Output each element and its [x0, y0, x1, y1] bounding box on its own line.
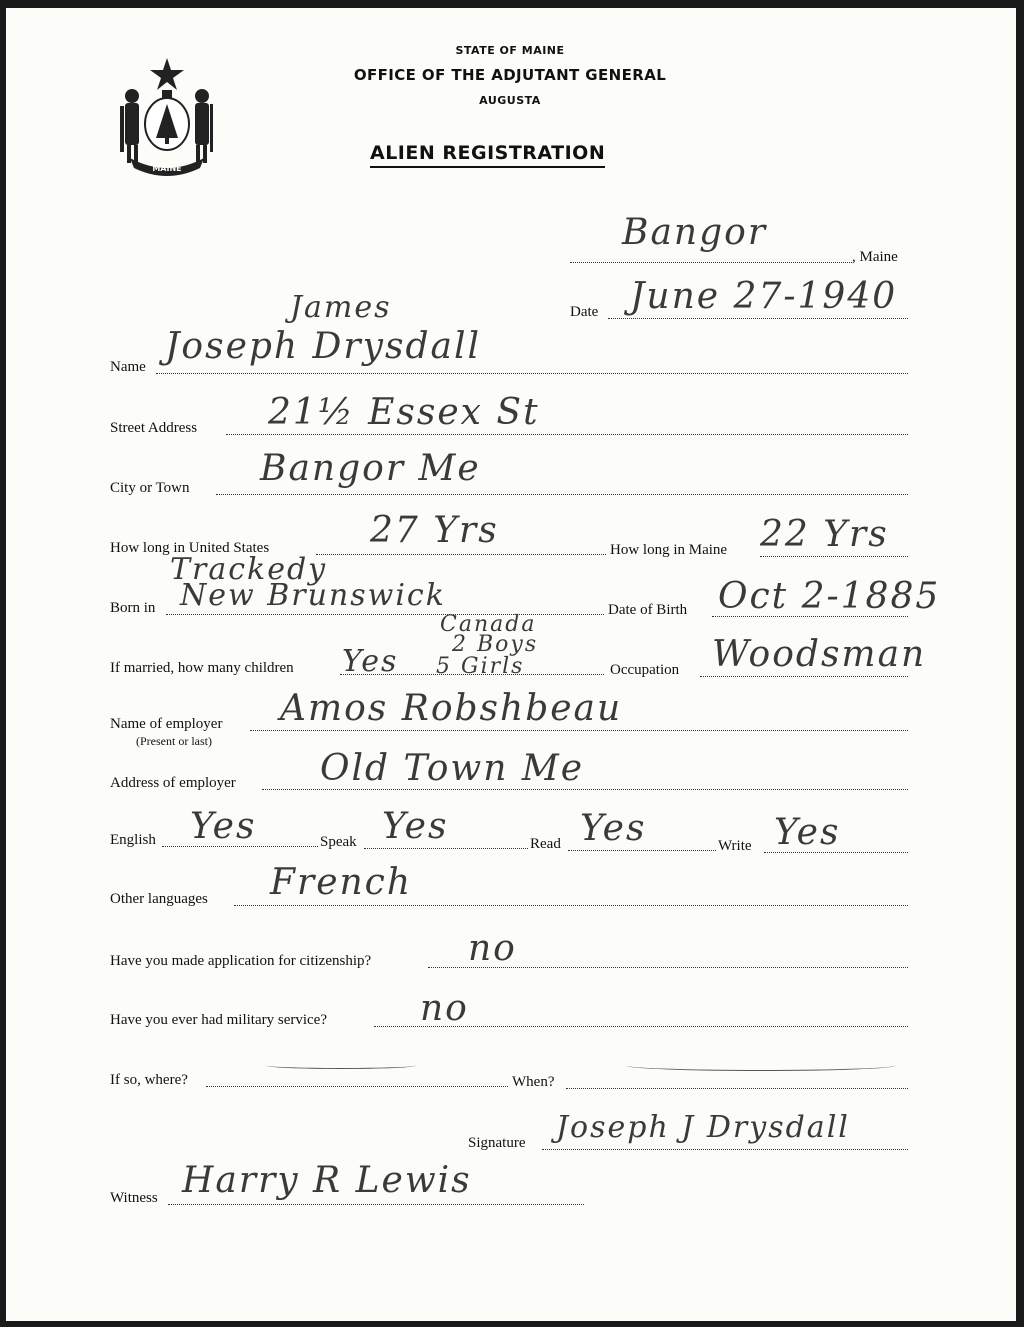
employer-entry: Amos Robshbeau [280, 688, 623, 729]
street-line [226, 434, 908, 435]
state-seal-icon [112, 54, 222, 180]
date-entry: June 27-1940 [630, 276, 898, 317]
scan-border-top [0, 0, 1024, 8]
city-entry: Bangor Me [260, 448, 481, 489]
how-long-us-entry: 27 Yrs [370, 510, 499, 551]
witness-label: Witness [110, 1190, 158, 1206]
name-line [156, 373, 908, 374]
employer-label: Name of employer [110, 716, 223, 732]
where-line [206, 1086, 508, 1087]
citizenship-label: Have you made application for citizenship? [110, 953, 372, 969]
occupation-entry: Woodsman [712, 634, 927, 675]
dob-label: Date of Birth [608, 602, 688, 618]
speak-label: Speak [320, 834, 357, 850]
write-entry: Yes [774, 812, 841, 853]
other-languages-label: Other languages [110, 891, 208, 907]
how-long-maine-label: How long in Maine [610, 542, 728, 558]
born-in-entry: New Brunswick [180, 578, 446, 613]
place-line [570, 262, 852, 263]
english-label: English [110, 832, 156, 848]
married-label: If married, how many children [110, 660, 294, 676]
other-languages-line [234, 905, 908, 906]
citizenship-entry: no [468, 928, 517, 969]
name-label: Name [110, 359, 146, 375]
office-heading: OFFICE OF THE ADJUTANT GENERAL [353, 66, 667, 84]
place-suffix-label: , Maine [852, 249, 898, 265]
born-in-line [166, 614, 604, 615]
witness-line [168, 1204, 584, 1205]
how-long-maine-entry: 22 Yrs [760, 514, 889, 555]
scan-border-left [0, 0, 6, 1327]
how-long-us-label: How long in United States [110, 540, 270, 556]
scan-border-right [1016, 0, 1024, 1327]
name-above-entry: James [290, 290, 392, 325]
place-entry: Bangor [622, 212, 768, 253]
occupation-label: Occupation [610, 662, 680, 678]
read-entry: Yes [580, 808, 647, 849]
street-label: Street Address [110, 420, 198, 436]
married-entry: Yes [342, 644, 399, 679]
occupation-line [700, 676, 908, 677]
svg-text:MAINE: MAINE [152, 164, 182, 173]
speak-line [364, 848, 528, 849]
name-entry: Joseph Drysdall [165, 326, 481, 367]
scan-border-bottom [0, 1321, 1024, 1327]
children-girls-entry: 5 Girls [436, 654, 525, 679]
when-label: When? [512, 1074, 555, 1090]
street-entry: 21½ Essex St [268, 392, 540, 433]
military-entry: no [420, 988, 469, 1029]
when-line [566, 1088, 908, 1089]
how-long-us-line [316, 554, 606, 555]
date-label: Date [570, 304, 599, 320]
signature-label: Signature [468, 1135, 526, 1151]
state-heading: STATE OF MAINE [455, 44, 565, 57]
when-dash-mark [626, 1060, 896, 1071]
born-in-above-entry: Trackedy [170, 552, 328, 587]
city-label: City or Town [110, 480, 190, 496]
read-label: Read [530, 836, 561, 852]
where-dash-mark [266, 1062, 416, 1069]
read-line [568, 850, 716, 851]
other-languages-entry: French [270, 862, 413, 903]
born-in-below-entry: Canada [440, 612, 537, 637]
employer-address-entry: Old Town Me [320, 748, 585, 789]
employer-address-label: Address of employer [110, 775, 236, 791]
dob-entry: Oct 2-1885 [718, 576, 941, 617]
date-line [608, 318, 908, 319]
employer-address-line [262, 789, 908, 790]
witness-entry: Harry R Lewis [182, 1160, 472, 1201]
city-line [216, 494, 908, 495]
children-boys-entry: 2 Boys [452, 632, 539, 657]
employer-line [250, 730, 908, 731]
city-heading: AUGUSTA [479, 94, 541, 107]
signature-entry: Joseph J Drysdall [556, 1110, 850, 1145]
english-entry: Yes [190, 806, 257, 847]
employer-sublabel: (Present or last) [136, 734, 212, 748]
write-label: Write [718, 838, 752, 854]
signature-line [542, 1149, 908, 1150]
form-title: ALIEN REGISTRATION [370, 142, 605, 168]
military-label: Have you ever had military service? [110, 1012, 327, 1028]
born-in-label: Born in [110, 600, 156, 616]
speak-entry: Yes [382, 806, 449, 847]
where-label: If so, where? [110, 1072, 188, 1088]
how-long-maine-line [760, 556, 908, 557]
